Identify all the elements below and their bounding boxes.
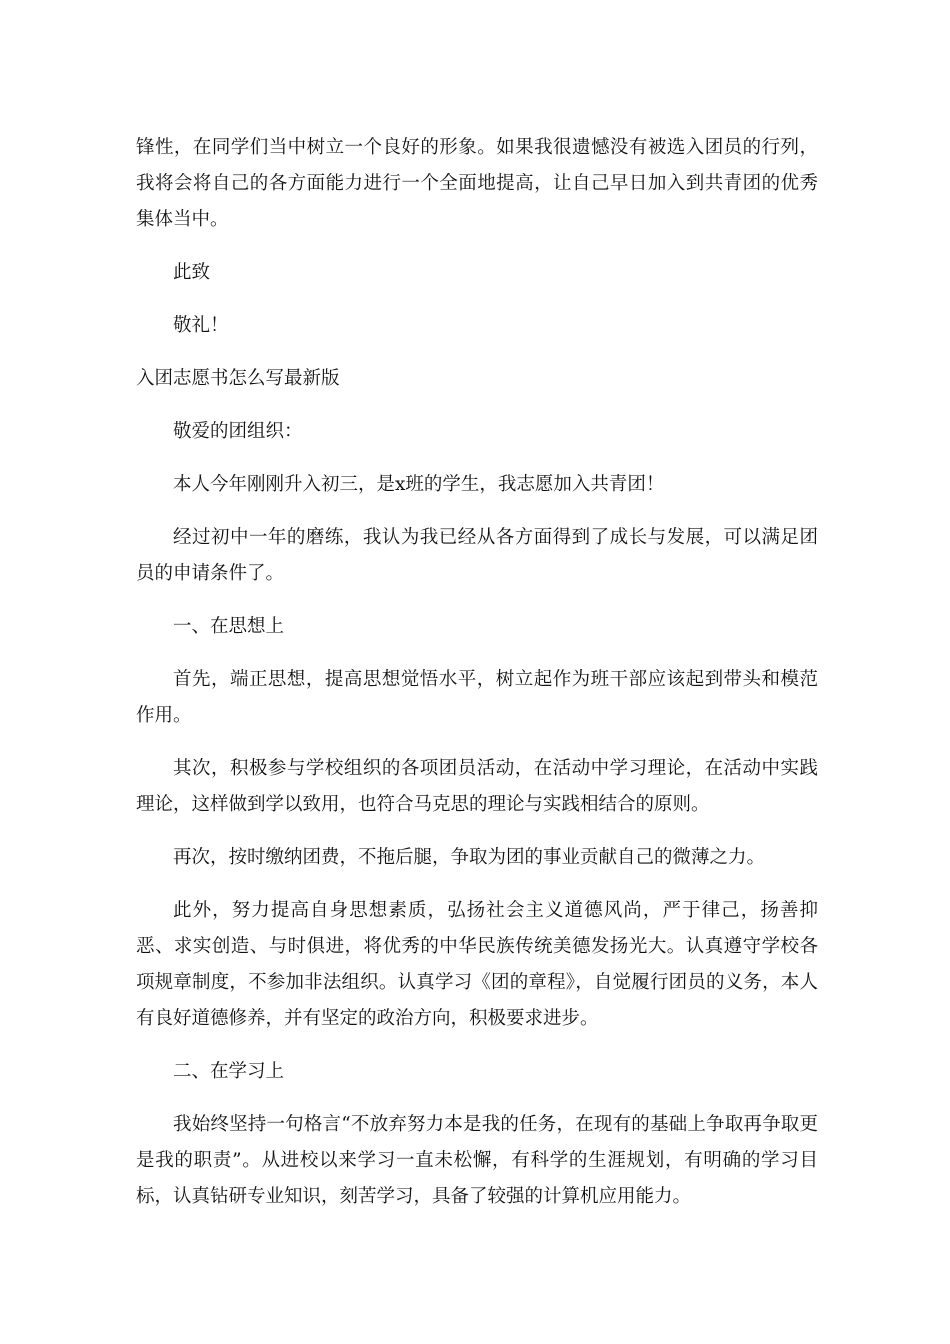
- paragraph-additionally: 此外，努力提高自身思想素质，弘扬社会主义道德风尚，严于律己，扬善抑恶、求实创造、与时俱进，将优秀的中华民族传统美德发扬光大。认真遵守学校各项规章制度，不参加非法组织。认真学习《团的章程》，自觉履行团员的义务，本人有良好道德修养，并有坚定的政治方向，积极要求进步。: [136, 900, 818, 1029]
- closing-respect: 敬礼！: [173, 315, 229, 336]
- paragraph-growth: 经过初中一年的磨练，我认为我已经从各方面得到了成长与发展，可以满足团员的申请条件了。: [136, 527, 818, 584]
- section-title: 入团志愿书怎么写最新版: [136, 368, 340, 389]
- closing-salutation: 此致: [173, 262, 211, 283]
- document-body: [136, 130, 818, 1232]
- greeting: 敬爱的团组织：: [173, 421, 303, 442]
- paragraph-first: 首先，端正思想，提高思想觉悟水平，树立起作为班干部应该起到带头和模范作用。: [136, 669, 818, 726]
- heading-ideology: 一、在思想上: [173, 616, 285, 637]
- paragraph-intro: 本人今年刚刚升入初三，是x班的学生，我志愿加入共青团！: [173, 474, 665, 495]
- paragraph-third: 再次，按时缴纳团费，不拖后腿，争取为团的事业贡献自己的微薄之力。: [173, 847, 766, 868]
- paragraph-second: 其次，积极参与学校组织的各项团员活动，在活动中学习理论，在活动中实践理论，这样做到学以致用，也符合马克思的理论与实践相结合的原则。: [136, 758, 818, 815]
- paragraph-continuation: 锋性，在同学们当中树立一个良好的形象。如果我很遗憾没有被选入团员的行列，我将会将自己的各方面能力进行一个全面地提高，让自己早日加入到共青团的优秀集体当中。: [136, 137, 818, 230]
- heading-study: 二、在学习上: [173, 1061, 285, 1082]
- paragraph-motto: 我始终坚持一句格言“不放弃努力本是我的任务，在现有的基础上争取再争取更是我的职责”。从进校以来学习一直未松懈，有科学的生涯规划，有明确的学习目标，认真钻研专业知识，刻苦学习，具备了较强的计算机应用能力。: [136, 1114, 818, 1207]
